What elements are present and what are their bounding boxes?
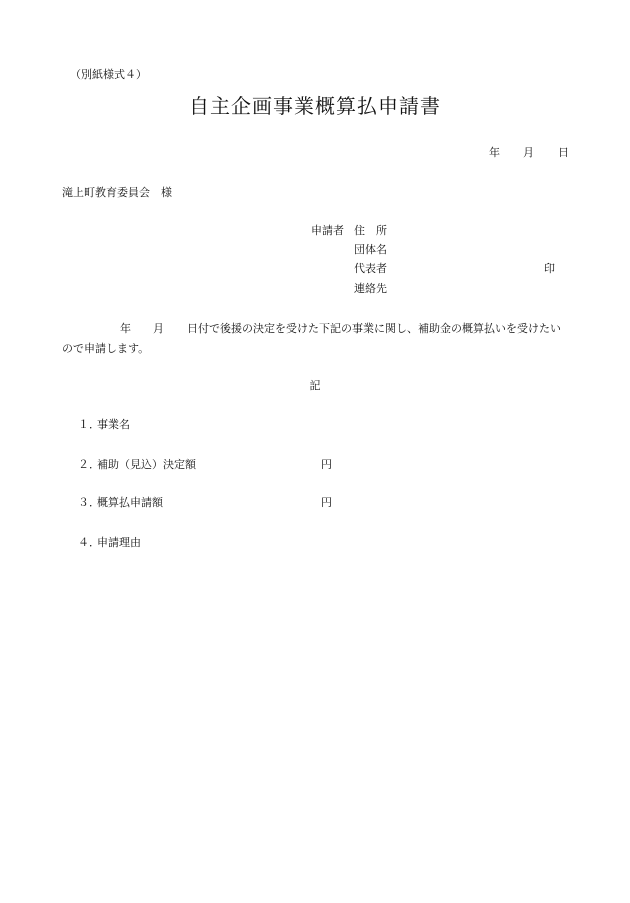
item-number: １． bbox=[78, 418, 100, 431]
yen-unit: 円 bbox=[321, 496, 332, 509]
body-text-line1: 日付で後援の決定を受けた下記の事業に関し、補助金の概算払いを受けたい bbox=[187, 322, 561, 335]
item-label-project-name: 事業名 bbox=[97, 418, 130, 431]
body-text-line2: ので申請します。 bbox=[62, 342, 150, 355]
form-number-label: （別紙様式４） bbox=[70, 68, 147, 81]
item-label-reason: 申請理由 bbox=[97, 536, 141, 549]
applicant-label: 申請者 bbox=[311, 224, 344, 237]
ki-heading: 記 bbox=[309, 379, 321, 392]
item-number: ２． bbox=[78, 458, 100, 471]
yen-unit: 円 bbox=[321, 458, 332, 471]
item-number: ３． bbox=[78, 496, 100, 509]
item-number: ４． bbox=[78, 536, 100, 549]
item-label-requested-amount: 概算払申請額 bbox=[97, 496, 163, 509]
item-label-decided-amount: 補助（見込）決定額 bbox=[97, 458, 196, 471]
document-title: 自主企画事業概算払申請書 bbox=[189, 94, 441, 118]
address-label: 住 所 bbox=[354, 224, 387, 237]
recipient-line: 滝上町教育委員会 様 bbox=[62, 186, 172, 199]
body-month-label: 月 bbox=[153, 322, 164, 335]
date-year-label: 年 bbox=[489, 146, 500, 159]
representative-label: 代表者 bbox=[354, 262, 387, 275]
contact-label: 連絡先 bbox=[354, 282, 387, 295]
seal-mark: 印 bbox=[544, 262, 555, 275]
body-year-label: 年 bbox=[120, 322, 131, 335]
date-month-label: 月 bbox=[523, 146, 534, 159]
date-day-label: 日 bbox=[558, 146, 569, 159]
group-name-label: 団体名 bbox=[354, 243, 387, 256]
